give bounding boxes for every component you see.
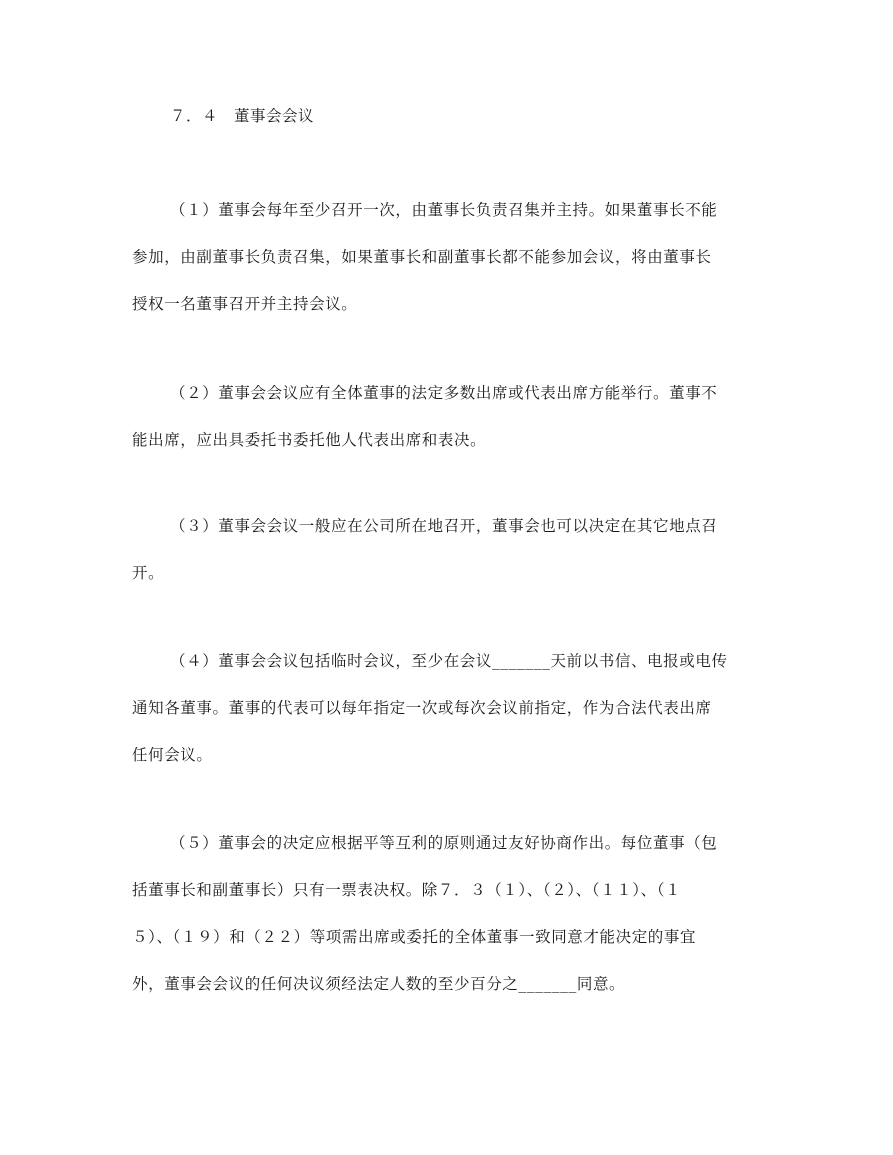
paragraph-line: （３）董事会会议一般应在公司所在地召开，董事会也可以决定在其它地点召 (170, 517, 718, 535)
paragraph-2 (132, 370, 772, 464)
paragraph-3 (132, 503, 772, 597)
paragraph-5 (132, 820, 772, 1008)
paragraph-line: （４）董事会会议包括临时会议，至少在会议_______天前以书信、电报或电传 (170, 652, 728, 670)
paragraph-line: 括董事长和副董事长）只有一票表决权。除７．３（１）、（２）、（１１）、（１ (132, 881, 682, 899)
paragraph-line: 通知各董事。董事的代表可以每年指定一次或每次会议前指定，作为合法代表出席 (132, 699, 712, 717)
paragraph-line: 外，董事会会议的任何决议须经法定人数的至少百分之_______同意。 (132, 975, 626, 993)
paragraph-line: 能出席，应出具委托书委托他人代表出席和表决。 (132, 431, 487, 449)
section-heading: ７．４ 董事会会议 (170, 107, 315, 125)
paragraph-line: 任何会议。 (132, 746, 213, 764)
paragraph-line: （１）董事会每年至少召开一次，由董事长负责召集并主持。如果董事长不能 (170, 201, 718, 219)
paragraph-line: 参加，由副董事长负责召集，如果董事长和副董事长都不能参加会议，将由董事长 (132, 248, 712, 266)
paragraph-line: （５）董事会的决定应根据平等互利的原则通过友好协商作出。每位董事（包 (170, 834, 718, 852)
paragraph-4 (132, 638, 772, 779)
paragraph-1 (132, 187, 772, 328)
paragraph-line: （２）董事会会议应有全体董事的法定多数出席或代表出席方能举行。董事不 (170, 384, 718, 402)
paragraph-line: ５）、（１９）和（２２）等项需出席或委托的全体董事一致同意才能决定的事宜 (132, 928, 697, 946)
paragraph-line: 授权一名董事召开并主持会议。 (132, 295, 358, 313)
paragraph-line: 开。 (132, 564, 165, 582)
